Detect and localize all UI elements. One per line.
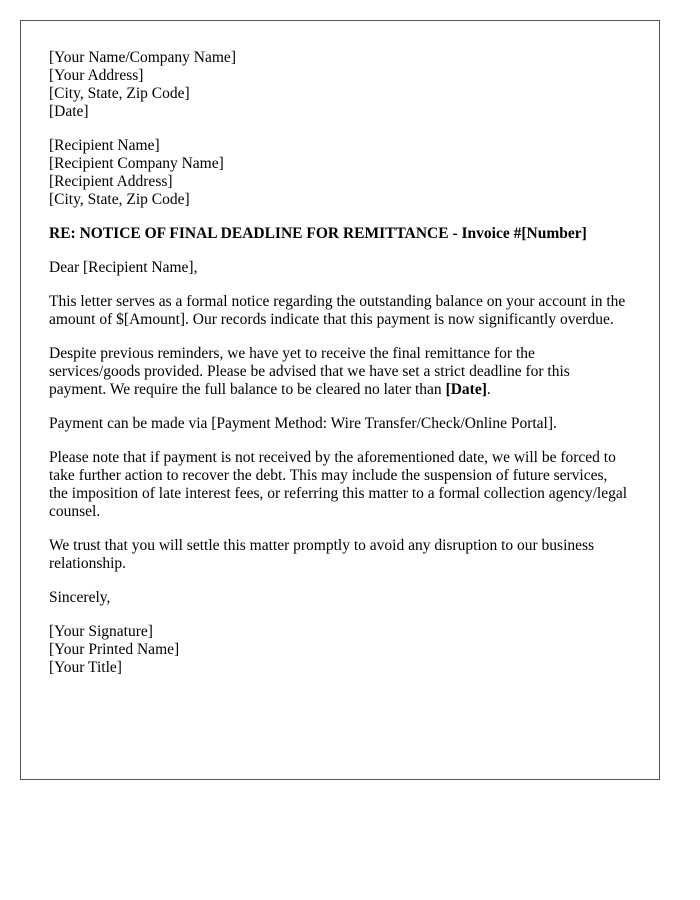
- letter-page: [20, 20, 660, 780]
- recipient-block: [49, 137, 629, 209]
- paragraph-payment-method: Payment can be made via [Payment Method: Wire Transfer/Check/Online Portal].: [49, 415, 557, 432]
- recipient-name: [Recipient Name]: [49, 137, 160, 154]
- printed-name: [Your Printed Name]: [49, 641, 180, 658]
- salutation: Dear [Recipient Name],: [49, 259, 198, 276]
- deadline-date: [Date]: [445, 381, 487, 398]
- deadline-period: .: [486, 381, 491, 398]
- sender-city: [City, State, Zip Code]: [49, 85, 190, 102]
- sender-address: [Your Address]: [49, 67, 144, 84]
- signer-title: [Your Title]: [49, 659, 122, 676]
- paragraph-deadline: [49, 345, 629, 399]
- signature-block: [49, 623, 629, 677]
- sender-block: [49, 49, 629, 121]
- recipient-company: [Recipient Company Name]: [49, 155, 224, 172]
- letter-content: [49, 49, 629, 693]
- signature: [Your Signature]: [49, 623, 153, 640]
- sender-name: [Your Name/Company Name]: [49, 49, 236, 66]
- paragraph-consequences: Please note that if payment is not received by the aforementioned date, we will be forced to take further action to recover the debt. This may include the suspension of future services, the imposition of late interest fees, or referring this matter to a formal collection agency/legal counsel.: [49, 449, 628, 520]
- recipient-city: [City, State, Zip Code]: [49, 191, 190, 208]
- recipient-address: [Recipient Address]: [49, 173, 173, 190]
- letter-date: [Date]: [49, 103, 89, 120]
- closing: Sincerely,: [49, 589, 111, 606]
- paragraph-closing-remark: We trust that you will settle this matter promptly to avoid any disruption to our business relationship.: [49, 537, 595, 572]
- paragraph-notice: This letter serves as a formal notice regarding the outstanding balance on your account in the amount of $[Amount]. Our records indicate that this payment is now significantly overdue.: [49, 293, 626, 328]
- deadline-text: Despite previous reminders, we have yet to receive the final remittance for the services/goods provided. Please be advised that we have set a strict deadline for this payment. We require the full balance to be cleared no later than: [49, 345, 570, 398]
- subject-line: RE: NOTICE OF FINAL DEADLINE FOR REMITTANCE - Invoice #[Number]: [49, 225, 587, 242]
